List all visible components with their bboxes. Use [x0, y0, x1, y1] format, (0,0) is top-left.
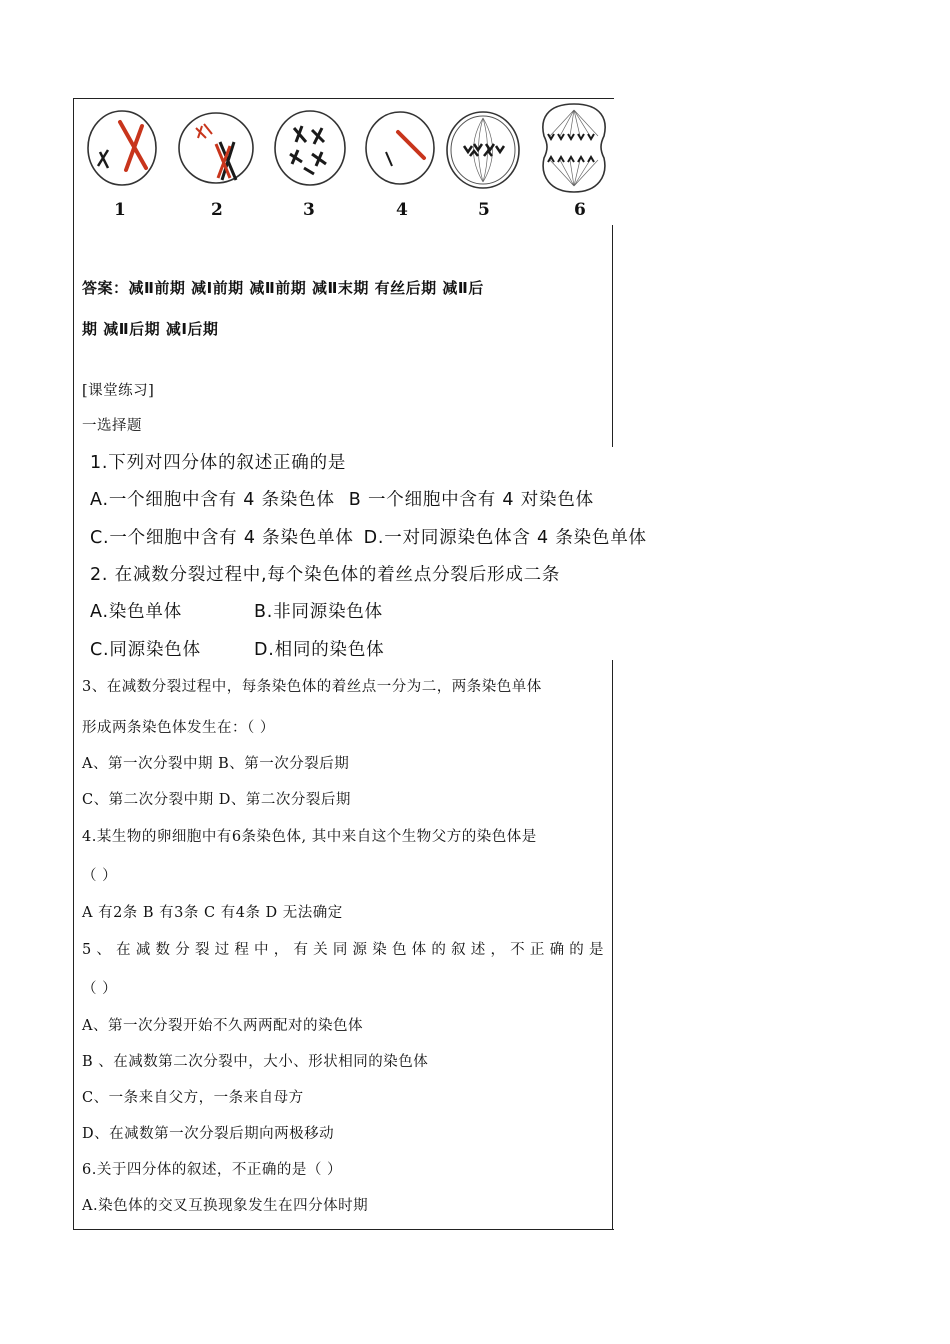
figure-label-2: 2 — [211, 200, 223, 220]
q6-stem: 6.关于四分体的叙述，不正确的是（ ） — [82, 1162, 342, 1178]
q4-stem: 4.某生物的卵细胞中有6条染色体, 其中来自这个生物父方的染色体是 — [82, 829, 537, 845]
q2-stem: 2. 在减数分裂过程中,每个染色体的着丝点分裂后形成二条 — [90, 565, 561, 585]
q1-options-cd — [90, 524, 647, 549]
q1-option-a: A.一个细胞中含有 4 条染色体 — [90, 490, 335, 510]
q5-paren: （ ） — [82, 981, 118, 997]
cell-figure-5 — [444, 108, 522, 192]
cell-figure-3 — [272, 108, 348, 188]
q2-option-b: B.非同源染色体 — [254, 602, 383, 622]
q6-option-a: A.染色体的交叉互换现象发生在四分体时期 — [82, 1198, 369, 1214]
q5-option-b: B 、在减数第二次分裂中，大小、形状相同的染色体 — [82, 1054, 429, 1070]
cell-figure-2 — [176, 108, 256, 188]
cell-division-figures — [80, 100, 613, 225]
q5-option-a: A、第一次分裂开始不久两两配对的染色体 — [82, 1018, 363, 1034]
q2-option-a: A.染色单体 — [90, 602, 183, 622]
q1-stem: 1.下列对四分体的叙述正确的是 — [90, 453, 347, 473]
q5-stem: 5、在减数分裂过程中，有关同源染色体的叙述，不正确的是 — [82, 942, 604, 958]
q4-paren: （ ） — [82, 868, 118, 884]
q2-option-d: D.相同的染色体 — [254, 640, 385, 660]
figure-label-6: 6 — [574, 200, 586, 220]
q3-stem-1: 3、在减数分裂过程中，每条染色体的着丝点一分为二，两条染色单体 — [82, 679, 542, 695]
section-subheading: 一选择题 — [82, 418, 142, 434]
q1-option-d: D.一对同源染色体含 4 条染色单体 — [363, 528, 647, 548]
table-right-border-lower — [612, 660, 613, 1230]
section-heading: [课堂练习] — [82, 383, 155, 399]
q3-options-cd: C、第二次分裂中期 D、第二次分裂后期 — [82, 792, 351, 808]
q3-options-ab: A、第一次分裂中期 B、第一次分裂后期 — [82, 756, 350, 772]
q1-options-ab — [90, 486, 612, 511]
figure-label-4: 4 — [396, 200, 408, 220]
q5-option-c: C、一条来自父方，一条来自母方 — [82, 1090, 304, 1106]
table-right-border — [612, 225, 613, 447]
q4-options: A 有2条 B 有3条 C 有4条 D 无法确定 — [82, 905, 343, 921]
figure-label-3: 3 — [303, 200, 315, 220]
figure-label-5: 5 — [478, 200, 490, 220]
q1-option-b: B 一个细胞中含有 4 对染色体 — [348, 490, 594, 510]
q2-option-c: C.同源染色体 — [90, 640, 201, 660]
cell-figure-6 — [536, 100, 612, 196]
cell-figure-4 — [362, 108, 438, 188]
answer-line-1: 答案：减Ⅱ前期 减Ⅰ前期 减Ⅱ前期 减Ⅱ末期 有丝后期 减Ⅱ后 — [82, 279, 484, 297]
q3-stem-2: 形成两条染色体发生在：（ ） — [82, 720, 275, 736]
answer-line-2: 期 减Ⅱ后期 减Ⅰ后期 — [82, 320, 219, 338]
q1-option-c: C.一个细胞中含有 4 条染色单体 — [90, 528, 354, 548]
cell-figure-1 — [84, 108, 160, 188]
q5-option-d: D、在减数第一次分裂后期向两极移动 — [82, 1126, 335, 1142]
figure-label-1: 1 — [114, 200, 126, 220]
